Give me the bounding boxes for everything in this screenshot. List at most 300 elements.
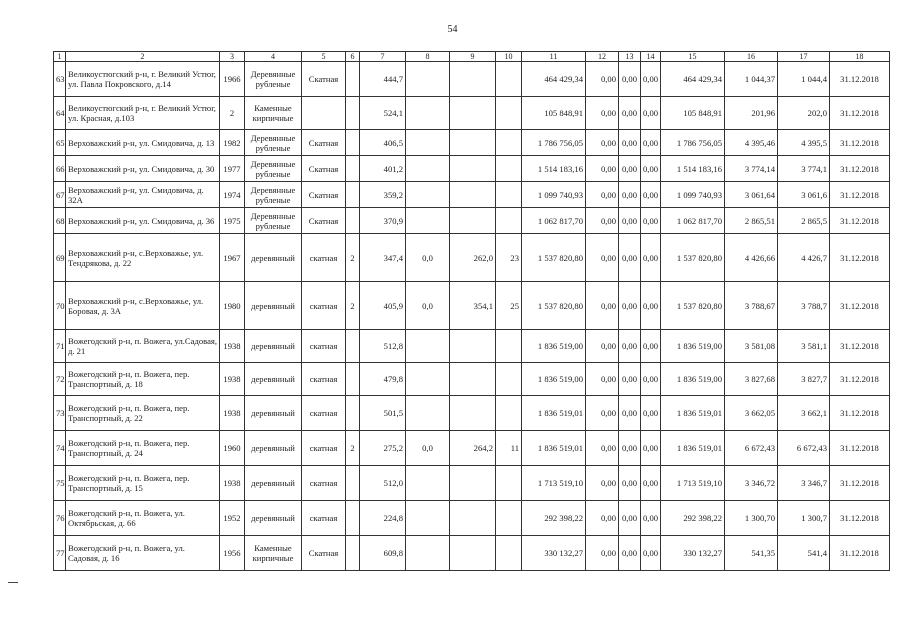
cost-per-sqm: 3 581,08 [725, 330, 778, 363]
wall-material: Деревянные рубленые [245, 62, 302, 97]
residents: 11 [496, 431, 522, 466]
col-12: 0,00 [586, 62, 619, 97]
col-9: 262,0 [450, 234, 496, 282]
col-9 [450, 501, 496, 536]
completion-date: 31.12.2018 [830, 282, 890, 330]
col-14: 0,00 [641, 363, 661, 396]
col-12: 0,00 [586, 130, 619, 156]
col-12: 0,00 [586, 156, 619, 182]
repair-cost-total: 105 848,91 [522, 97, 586, 130]
cost-per-sqm: 1 300,70 [725, 501, 778, 536]
col-8 [406, 208, 450, 234]
col-9 [450, 97, 496, 130]
col-14: 0,00 [641, 536, 661, 571]
total-area: 512,0 [360, 466, 406, 501]
col-9 [450, 330, 496, 363]
residents [496, 501, 522, 536]
repair-cost-total: 1 537 820,80 [522, 282, 586, 330]
col-14: 0,00 [641, 182, 661, 208]
repair-cost-total: 1 836 519,01 [522, 396, 586, 431]
col-9 [450, 182, 496, 208]
roof-type: скатная [302, 234, 346, 282]
limit-cost-per-sqm: 541,4 [778, 536, 830, 571]
col-8: 0,0 [406, 431, 450, 466]
col-13: 0,00 [619, 62, 641, 97]
repair-cost-total: 1 099 740,93 [522, 182, 586, 208]
row-number: 74 [54, 431, 66, 466]
repair-cost-total: 330 132,27 [522, 536, 586, 571]
col-14: 0,00 [641, 466, 661, 501]
col-8 [406, 97, 450, 130]
col-12: 0,00 [586, 282, 619, 330]
total-area: 524,1 [360, 97, 406, 130]
year-built: 1974 [220, 182, 245, 208]
repair-cost-fund: 1 836 519,00 [661, 363, 725, 396]
housing-register-table [53, 51, 890, 571]
row-number: 77 [54, 536, 66, 571]
col-13: 0,00 [619, 156, 641, 182]
col-9 [450, 363, 496, 396]
cost-per-sqm: 1 044,37 [725, 62, 778, 97]
repair-cost-total: 1 514 183,16 [522, 156, 586, 182]
year-built: 2 [220, 97, 245, 130]
cost-per-sqm: 6 672,43 [725, 431, 778, 466]
table-row [54, 182, 890, 208]
year-built: 1967 [220, 234, 245, 282]
address: Великоустюгский р-н, г. Великий Устюг, ул. Красная, д.103 [66, 97, 220, 130]
row-number: 73 [54, 396, 66, 431]
total-area: 275,2 [360, 431, 406, 466]
year-built: 1938 [220, 396, 245, 431]
table-row [54, 156, 890, 182]
col-9 [450, 396, 496, 431]
roof-type: скатная [302, 431, 346, 466]
floors [346, 182, 360, 208]
residents: 25 [496, 282, 522, 330]
completion-date: 31.12.2018 [830, 97, 890, 130]
col-8 [406, 330, 450, 363]
row-number: 75 [54, 466, 66, 501]
total-area: 609,8 [360, 536, 406, 571]
total-area: 512,8 [360, 330, 406, 363]
cost-per-sqm: 4 395,46 [725, 130, 778, 156]
repair-cost-total: 1 537 820,80 [522, 234, 586, 282]
wall-material: деревянный [245, 396, 302, 431]
col-9 [450, 156, 496, 182]
repair-cost-total: 1 836 519,01 [522, 431, 586, 466]
col-14: 0,00 [641, 431, 661, 466]
col-12: 0,00 [586, 501, 619, 536]
col-13: 0,00 [619, 431, 641, 466]
total-area: 405,9 [360, 282, 406, 330]
address: Вожегодский р-н, п. Вожега, ул. Октябрьская, д. 66 [66, 501, 220, 536]
limit-cost-per-sqm: 3 061,6 [778, 182, 830, 208]
margin-mark [8, 582, 18, 583]
table-body [54, 52, 890, 571]
column-number-12: 12 [586, 52, 619, 62]
repair-cost-fund: 105 848,91 [661, 97, 725, 130]
table-row [54, 363, 890, 396]
repair-cost-fund: 1 099 740,93 [661, 182, 725, 208]
col-8 [406, 156, 450, 182]
col-14: 0,00 [641, 208, 661, 234]
table-row [54, 536, 890, 571]
completion-date: 31.12.2018 [830, 234, 890, 282]
col-8: 0,0 [406, 282, 450, 330]
col-12: 0,00 [586, 431, 619, 466]
residents [496, 466, 522, 501]
address: Вожегодский р-н, п. Вожега, ул.Садовая, д. 21 [66, 330, 220, 363]
completion-date: 31.12.2018 [830, 501, 890, 536]
year-built: 1938 [220, 363, 245, 396]
repair-cost-fund: 1 836 519,01 [661, 431, 725, 466]
row-number: 64 [54, 97, 66, 130]
floors [346, 501, 360, 536]
col-14: 0,00 [641, 130, 661, 156]
row-number: 71 [54, 330, 66, 363]
repair-cost-fund: 1 786 756,05 [661, 130, 725, 156]
wall-material: деревянный [245, 282, 302, 330]
col-12: 0,00 [586, 208, 619, 234]
cost-per-sqm: 3 774,14 [725, 156, 778, 182]
table-row [54, 282, 890, 330]
col-13: 0,00 [619, 97, 641, 130]
col-9 [450, 62, 496, 97]
column-number-2: 2 [66, 52, 220, 62]
residents [496, 97, 522, 130]
col-13: 0,00 [619, 501, 641, 536]
completion-date: 31.12.2018 [830, 182, 890, 208]
wall-material: Каменные кирпичные [245, 536, 302, 571]
cost-per-sqm: 4 426,66 [725, 234, 778, 282]
table-row [54, 97, 890, 130]
col-13: 0,00 [619, 182, 641, 208]
col-14: 0,00 [641, 282, 661, 330]
address: Верховажский р-н, ул. Смидовича, д. 13 [66, 130, 220, 156]
floors [346, 330, 360, 363]
residents [496, 330, 522, 363]
col-13: 0,00 [619, 466, 641, 501]
repair-cost-total: 292 398,22 [522, 501, 586, 536]
table-row [54, 466, 890, 501]
limit-cost-per-sqm: 3 788,7 [778, 282, 830, 330]
residents [496, 208, 522, 234]
floors [346, 396, 360, 431]
limit-cost-per-sqm: 1 044,4 [778, 62, 830, 97]
year-built: 1938 [220, 466, 245, 501]
col-8 [406, 182, 450, 208]
limit-cost-per-sqm: 3 827,7 [778, 363, 830, 396]
col-12: 0,00 [586, 363, 619, 396]
floors [346, 536, 360, 571]
floors: 2 [346, 282, 360, 330]
col-8 [406, 501, 450, 536]
limit-cost-per-sqm: 3 581,1 [778, 330, 830, 363]
col-12: 0,00 [586, 234, 619, 282]
wall-material: деревянный [245, 234, 302, 282]
col-9 [450, 536, 496, 571]
roof-type: Скатная [302, 536, 346, 571]
row-number: 63 [54, 62, 66, 97]
col-12: 0,00 [586, 396, 619, 431]
year-built: 1980 [220, 282, 245, 330]
limit-cost-per-sqm: 4 426,7 [778, 234, 830, 282]
table-row [54, 234, 890, 282]
wall-material: деревянный [245, 466, 302, 501]
page-number: 54 [447, 24, 458, 35]
column-number-7: 7 [360, 52, 406, 62]
completion-date: 31.12.2018 [830, 62, 890, 97]
repair-cost-fund: 292 398,22 [661, 501, 725, 536]
year-built: 1938 [220, 330, 245, 363]
cost-per-sqm: 201,96 [725, 97, 778, 130]
completion-date: 31.12.2018 [830, 536, 890, 571]
address: Вожегодский р-н, п. Вожега, пер. Транспортный, д. 18 [66, 363, 220, 396]
col-8 [406, 466, 450, 501]
row-number: 72 [54, 363, 66, 396]
col-13: 0,00 [619, 130, 641, 156]
table-row [54, 330, 890, 363]
col-14: 0,00 [641, 330, 661, 363]
roof-type [302, 97, 346, 130]
col-9: 264,2 [450, 431, 496, 466]
limit-cost-per-sqm: 3 346,7 [778, 466, 830, 501]
residents [496, 182, 522, 208]
column-number-row [54, 52, 890, 62]
column-number-13: 13 [619, 52, 641, 62]
col-13: 0,00 [619, 208, 641, 234]
residents [496, 130, 522, 156]
address: Верховажский р-н, ул. Смидовича, д. 32А [66, 182, 220, 208]
limit-cost-per-sqm: 202,0 [778, 97, 830, 130]
wall-material: деревянный [245, 363, 302, 396]
column-number-11: 11 [522, 52, 586, 62]
year-built: 1977 [220, 156, 245, 182]
column-number-5: 5 [302, 52, 346, 62]
total-area: 444,7 [360, 62, 406, 97]
floors [346, 466, 360, 501]
address: Вожегодский р-н, п. Вожега, пер. Транспортный, д. 22 [66, 396, 220, 431]
residents: 23 [496, 234, 522, 282]
col-14: 0,00 [641, 97, 661, 130]
col-14: 0,00 [641, 234, 661, 282]
limit-cost-per-sqm: 3 774,1 [778, 156, 830, 182]
repair-cost-total: 1 713 519,10 [522, 466, 586, 501]
roof-type: скатная [302, 330, 346, 363]
cost-per-sqm: 3 827,68 [725, 363, 778, 396]
repair-cost-fund: 1 062 817,70 [661, 208, 725, 234]
repair-cost-fund: 1 713 519,10 [661, 466, 725, 501]
col-13: 0,00 [619, 234, 641, 282]
cost-per-sqm: 3 662,05 [725, 396, 778, 431]
col-9 [450, 208, 496, 234]
table-row [54, 431, 890, 466]
repair-cost-fund: 1 537 820,80 [661, 282, 725, 330]
col-13: 0,00 [619, 396, 641, 431]
wall-material: деревянный [245, 330, 302, 363]
column-number-10: 10 [496, 52, 522, 62]
floors [346, 208, 360, 234]
cost-per-sqm: 3 061,64 [725, 182, 778, 208]
floors: 2 [346, 234, 360, 282]
completion-date: 31.12.2018 [830, 156, 890, 182]
table-row [54, 396, 890, 431]
col-9 [450, 466, 496, 501]
col-9: 354,1 [450, 282, 496, 330]
floors [346, 97, 360, 130]
column-number-14: 14 [641, 52, 661, 62]
limit-cost-per-sqm: 1 300,7 [778, 501, 830, 536]
completion-date: 31.12.2018 [830, 431, 890, 466]
col-12: 0,00 [586, 97, 619, 130]
repair-cost-total: 1 786 756,05 [522, 130, 586, 156]
roof-type: Скатная [302, 208, 346, 234]
wall-material: Деревянные рубленые [245, 182, 302, 208]
row-number: 70 [54, 282, 66, 330]
table-row [54, 208, 890, 234]
roof-type: скатная [302, 501, 346, 536]
total-area: 359,2 [360, 182, 406, 208]
column-number-3: 3 [220, 52, 245, 62]
address: Великоустюгский р-н, г. Великий Устюг, ул. Павла Покровского, д.14 [66, 62, 220, 97]
col-12: 0,00 [586, 182, 619, 208]
col-14: 0,00 [641, 501, 661, 536]
col-8 [406, 536, 450, 571]
col-12: 0,00 [586, 536, 619, 571]
cost-per-sqm: 3 346,72 [725, 466, 778, 501]
completion-date: 31.12.2018 [830, 363, 890, 396]
column-number-9: 9 [450, 52, 496, 62]
address: Вожегодский р-н, п. Вожега, пер. Транспортный, д. 24 [66, 431, 220, 466]
year-built: 1982 [220, 130, 245, 156]
completion-date: 31.12.2018 [830, 330, 890, 363]
col-13: 0,00 [619, 282, 641, 330]
column-number-6: 6 [346, 52, 360, 62]
floors [346, 363, 360, 396]
roof-type: Скатная [302, 156, 346, 182]
floors [346, 130, 360, 156]
col-9 [450, 130, 496, 156]
repair-cost-fund: 1 537 820,80 [661, 234, 725, 282]
year-built: 1975 [220, 208, 245, 234]
col-13: 0,00 [619, 536, 641, 571]
cost-per-sqm: 2 865,51 [725, 208, 778, 234]
residents [496, 363, 522, 396]
year-built: 1956 [220, 536, 245, 571]
residents [496, 536, 522, 571]
total-area: 370,9 [360, 208, 406, 234]
table-row [54, 62, 890, 97]
wall-material: деревянный [245, 501, 302, 536]
repair-cost-total: 1 836 519,00 [522, 330, 586, 363]
total-area: 401,2 [360, 156, 406, 182]
year-built: 1952 [220, 501, 245, 536]
row-number: 76 [54, 501, 66, 536]
roof-type: скатная [302, 396, 346, 431]
residents [496, 396, 522, 431]
row-number: 65 [54, 130, 66, 156]
column-number-8: 8 [406, 52, 450, 62]
limit-cost-per-sqm: 6 672,43 [778, 431, 830, 466]
repair-cost-total: 1 062 817,70 [522, 208, 586, 234]
col-8 [406, 396, 450, 431]
col-8 [406, 130, 450, 156]
col-14: 0,00 [641, 396, 661, 431]
wall-material: Деревянные рубленые [245, 208, 302, 234]
limit-cost-per-sqm: 3 662,1 [778, 396, 830, 431]
repair-cost-total: 1 836 519,00 [522, 363, 586, 396]
address: Верховажский р-н, с.Верховажье, ул. Тендрякова, д. 22 [66, 234, 220, 282]
col-12: 0,00 [586, 466, 619, 501]
col-8: 0,0 [406, 234, 450, 282]
repair-cost-fund: 1 836 519,00 [661, 330, 725, 363]
wall-material: деревянный [245, 431, 302, 466]
address: Вожегодский р-н, п. Вожега, пер. Транспортный, д. 15 [66, 466, 220, 501]
col-12: 0,00 [586, 330, 619, 363]
column-number-4: 4 [245, 52, 302, 62]
limit-cost-per-sqm: 4 395,5 [778, 130, 830, 156]
completion-date: 31.12.2018 [830, 466, 890, 501]
repair-cost-fund: 1 836 519,01 [661, 396, 725, 431]
column-number-17: 17 [778, 52, 830, 62]
roof-type: скатная [302, 466, 346, 501]
cost-per-sqm: 3 788,67 [725, 282, 778, 330]
completion-date: 31.12.2018 [830, 208, 890, 234]
address: Верховажский р-н, ул. Смидовича, д. 30 [66, 156, 220, 182]
table-row [54, 130, 890, 156]
repair-cost-fund: 330 132,27 [661, 536, 725, 571]
roof-type: скатная [302, 363, 346, 396]
col-13: 0,00 [619, 330, 641, 363]
total-area: 406,5 [360, 130, 406, 156]
row-number: 68 [54, 208, 66, 234]
completion-date: 31.12.2018 [830, 130, 890, 156]
repair-cost-fund: 1 514 183,16 [661, 156, 725, 182]
floors [346, 156, 360, 182]
total-area: 479,8 [360, 363, 406, 396]
year-built: 1960 [220, 431, 245, 466]
address: Верховажский р-н, ул. Смидовича, д. 36 [66, 208, 220, 234]
col-14: 0,00 [641, 62, 661, 97]
col-8 [406, 62, 450, 97]
total-area: 347,4 [360, 234, 406, 282]
wall-material: Деревянные рубленые [245, 130, 302, 156]
table-row [54, 501, 890, 536]
address: Верховажский р-н, с.Верховажье, ул. Боровая, д. 3А [66, 282, 220, 330]
cost-per-sqm: 541,35 [725, 536, 778, 571]
floors: 2 [346, 431, 360, 466]
wall-material: Деревянные рубленые [245, 156, 302, 182]
roof-type: Скатная [302, 62, 346, 97]
roof-type: скатная [302, 282, 346, 330]
repair-cost-total: 464 429,34 [522, 62, 586, 97]
residents [496, 62, 522, 97]
completion-date: 31.12.2018 [830, 396, 890, 431]
total-area: 224,8 [360, 501, 406, 536]
limit-cost-per-sqm: 2 865,5 [778, 208, 830, 234]
total-area: 501,5 [360, 396, 406, 431]
col-14: 0,00 [641, 156, 661, 182]
column-number-18: 18 [830, 52, 890, 62]
row-number: 69 [54, 234, 66, 282]
col-8 [406, 363, 450, 396]
row-number: 67 [54, 182, 66, 208]
residents [496, 156, 522, 182]
floors [346, 62, 360, 97]
roof-type: Скатная [302, 182, 346, 208]
wall-material: Каменные кирпичные [245, 97, 302, 130]
year-built: 1966 [220, 62, 245, 97]
